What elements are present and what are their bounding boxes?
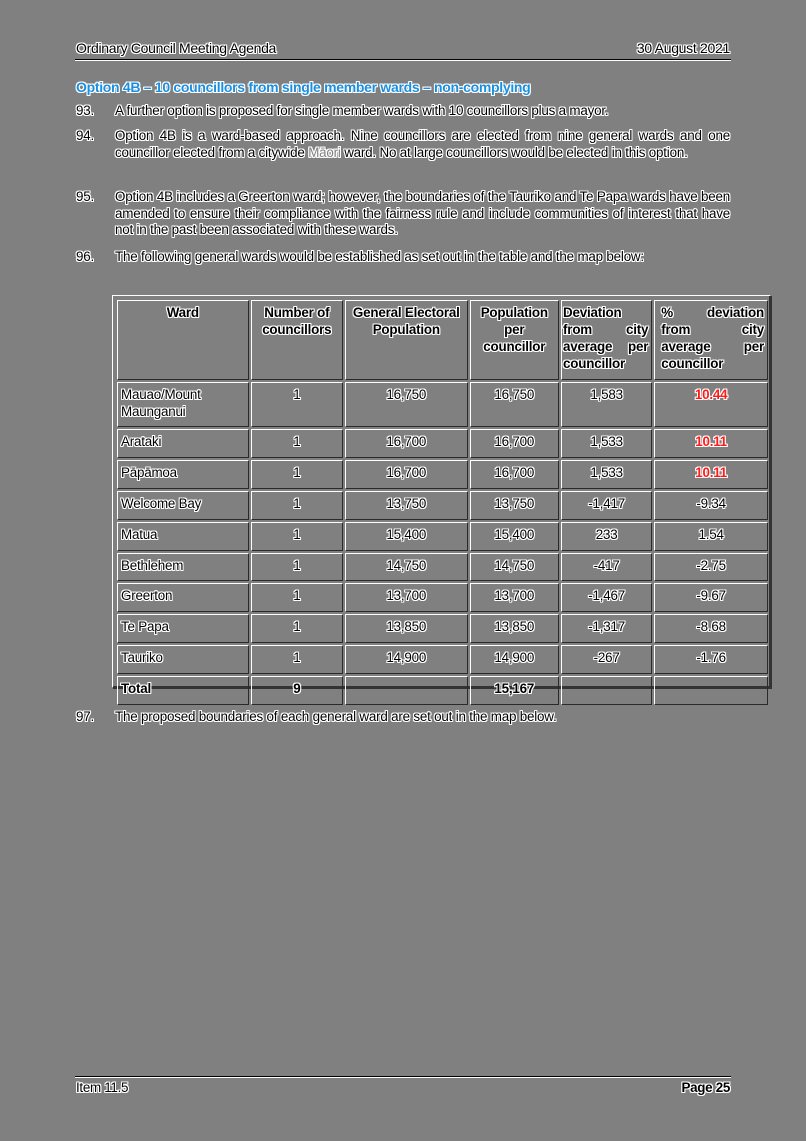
cell-pct-deviation: -1.76 bbox=[654, 645, 768, 674]
cell-councillors: 1 bbox=[251, 614, 344, 643]
cell-deviation: 1,583 bbox=[561, 382, 652, 427]
cell-population: 13,700 bbox=[345, 583, 467, 612]
cell-pct-deviation: 1.54 bbox=[654, 522, 768, 551]
cell-councillors: 1 bbox=[251, 460, 344, 489]
cell-ward: Welcome Bay bbox=[117, 491, 249, 520]
paragraph-text-part: Option 4B is a ward-based approach. Nine councillors are elected from nine general wards and one councillor elected from a citywide bbox=[115, 128, 730, 160]
cell-councillors: 1 bbox=[251, 583, 344, 612]
header-population: General Electoral Population bbox=[345, 300, 467, 380]
cell-per-councillor: 15,400 bbox=[470, 522, 560, 551]
header-ward: Ward bbox=[117, 300, 249, 380]
section-title: Option 4B – 10 councillors from single member wards – non-complying bbox=[76, 79, 531, 95]
document-title: Ordinary Council Meeting Agenda bbox=[76, 40, 277, 56]
meeting-date: 30 August 2021 bbox=[636, 40, 730, 56]
cell-pct-deviation: -2.75 bbox=[654, 553, 768, 582]
maori-word: Māori bbox=[308, 144, 341, 160]
cell-per-councillor: 14,750 bbox=[470, 553, 560, 582]
header-councillors: Number of councillors bbox=[251, 300, 344, 380]
cell-per-councillor: 13,750 bbox=[470, 491, 560, 520]
table-row bbox=[117, 491, 768, 520]
cell-population: 15,400 bbox=[345, 522, 467, 551]
cell-deviation: -1,317 bbox=[561, 614, 652, 643]
footer-rule bbox=[75, 1076, 731, 1077]
cell-total-label: Total bbox=[117, 676, 249, 705]
table-row bbox=[117, 614, 768, 643]
paragraph-number: 93. bbox=[76, 103, 95, 118]
paragraph-95 bbox=[76, 189, 730, 239]
header-deviation: Deviation from city average per councillor bbox=[561, 300, 652, 380]
cell-total-population bbox=[345, 676, 467, 705]
cell-ward: Greerton bbox=[117, 583, 249, 612]
paragraph-number: 95. bbox=[76, 189, 95, 204]
paragraph-text-part: ward. No at large councillors would be elected in this option. bbox=[340, 144, 688, 160]
cell-population: 16,750 bbox=[345, 382, 467, 427]
paragraph-text: The proposed boundaries of each general ward are set out in the map below. bbox=[115, 709, 557, 724]
cell-deviation: -1,467 bbox=[561, 583, 652, 612]
cell-councillors: 1 bbox=[251, 491, 344, 520]
cell-total-councillors: 9 bbox=[251, 676, 344, 705]
table-row bbox=[117, 645, 768, 674]
cell-councillors: 1 bbox=[251, 522, 344, 551]
paragraph-number: 97. bbox=[76, 709, 95, 724]
paragraph-97 bbox=[76, 709, 730, 726]
header-rule bbox=[75, 59, 731, 60]
table-header-row bbox=[117, 300, 768, 380]
cell-population: 14,750 bbox=[345, 553, 467, 582]
cell-population: 14,900 bbox=[345, 645, 467, 674]
paragraph-number: 94. bbox=[76, 128, 95, 143]
cell-pct-deviation: -9.34 bbox=[654, 491, 768, 520]
cell-deviation: -267 bbox=[561, 645, 652, 674]
cell-per-councillor: 13,850 bbox=[470, 614, 560, 643]
cell-population: 13,850 bbox=[345, 614, 467, 643]
table-row bbox=[117, 583, 768, 612]
table-row bbox=[117, 429, 768, 458]
cell-councillors: 1 bbox=[251, 645, 344, 674]
cell-ward: Mauao/Mount Maunganui bbox=[117, 382, 249, 427]
cell-pct-deviation: -9.67 bbox=[654, 583, 768, 612]
cell-deviation: -417 bbox=[561, 553, 652, 582]
table-row bbox=[117, 522, 768, 551]
page-header bbox=[76, 40, 730, 58]
cell-total-pct-deviation bbox=[654, 676, 768, 705]
cell-pct-deviation: 10.11 bbox=[654, 429, 768, 458]
paragraph-text bbox=[115, 128, 730, 161]
header-per-councillor: Population per councillor bbox=[470, 300, 560, 380]
item-number: Item 11.5 bbox=[76, 1080, 129, 1095]
table-row bbox=[117, 553, 768, 582]
cell-per-councillor: 16,700 bbox=[470, 429, 560, 458]
cell-per-councillor: 13,700 bbox=[470, 583, 560, 612]
cell-ward: Tauriko bbox=[117, 645, 249, 674]
cell-deviation: 233 bbox=[561, 522, 652, 551]
page-number: Page 25 bbox=[681, 1080, 730, 1095]
cell-councillors: 1 bbox=[251, 382, 344, 427]
cell-pct-deviation: 10.44 bbox=[654, 382, 768, 427]
wards-table-frame bbox=[112, 295, 771, 697]
paragraph-number: 96. bbox=[76, 249, 95, 264]
paragraph-94 bbox=[76, 128, 730, 161]
cell-pct-deviation: 10.11 bbox=[654, 460, 768, 489]
table-row bbox=[117, 382, 768, 427]
paragraph-text: Option 4B includes a Greerton ward; however, the boundaries of the Tauriko and Te Papa wards have been amended to ensure their compliance with the fairness rule and include communities of interest that have not in the past been associated with these wards. bbox=[115, 189, 730, 237]
cell-deviation: 1,533 bbox=[561, 460, 652, 489]
paragraph-text: The following general wards would be established as set out in the table and the map below: bbox=[115, 249, 644, 264]
cell-per-councillor: 16,700 bbox=[470, 460, 560, 489]
table-total-row bbox=[117, 676, 768, 705]
cell-total-per-councillor: 15,167 bbox=[470, 676, 560, 705]
cell-population: 16,700 bbox=[345, 429, 467, 458]
cell-population: 13,750 bbox=[345, 491, 467, 520]
cell-per-councillor: 16,750 bbox=[470, 382, 560, 427]
cell-ward: Arataki bbox=[117, 429, 249, 458]
paragraph-96 bbox=[76, 249, 730, 266]
cell-deviation: -1,417 bbox=[561, 491, 652, 520]
wards-table bbox=[115, 298, 770, 707]
header-pct-deviation: % deviation from city average per councillor bbox=[654, 300, 768, 380]
cell-ward: Matua bbox=[117, 522, 249, 551]
cell-deviation: 1,533 bbox=[561, 429, 652, 458]
cell-population: 16,700 bbox=[345, 460, 467, 489]
cell-ward: Pāpāmoa bbox=[117, 460, 249, 489]
cell-pct-deviation: -8.68 bbox=[654, 614, 768, 643]
cell-councillors: 1 bbox=[251, 429, 344, 458]
paragraph-93 bbox=[76, 103, 730, 120]
paragraph-text: A further option is proposed for single member wards with 10 councillors plus a mayor. bbox=[115, 103, 609, 118]
cell-ward: Te Papa bbox=[117, 614, 249, 643]
cell-councillors: 1 bbox=[251, 553, 344, 582]
cell-per-councillor: 14,900 bbox=[470, 645, 560, 674]
table-row bbox=[117, 460, 768, 489]
cell-total-deviation bbox=[561, 676, 652, 705]
cell-ward: Bethlehem bbox=[117, 553, 249, 582]
